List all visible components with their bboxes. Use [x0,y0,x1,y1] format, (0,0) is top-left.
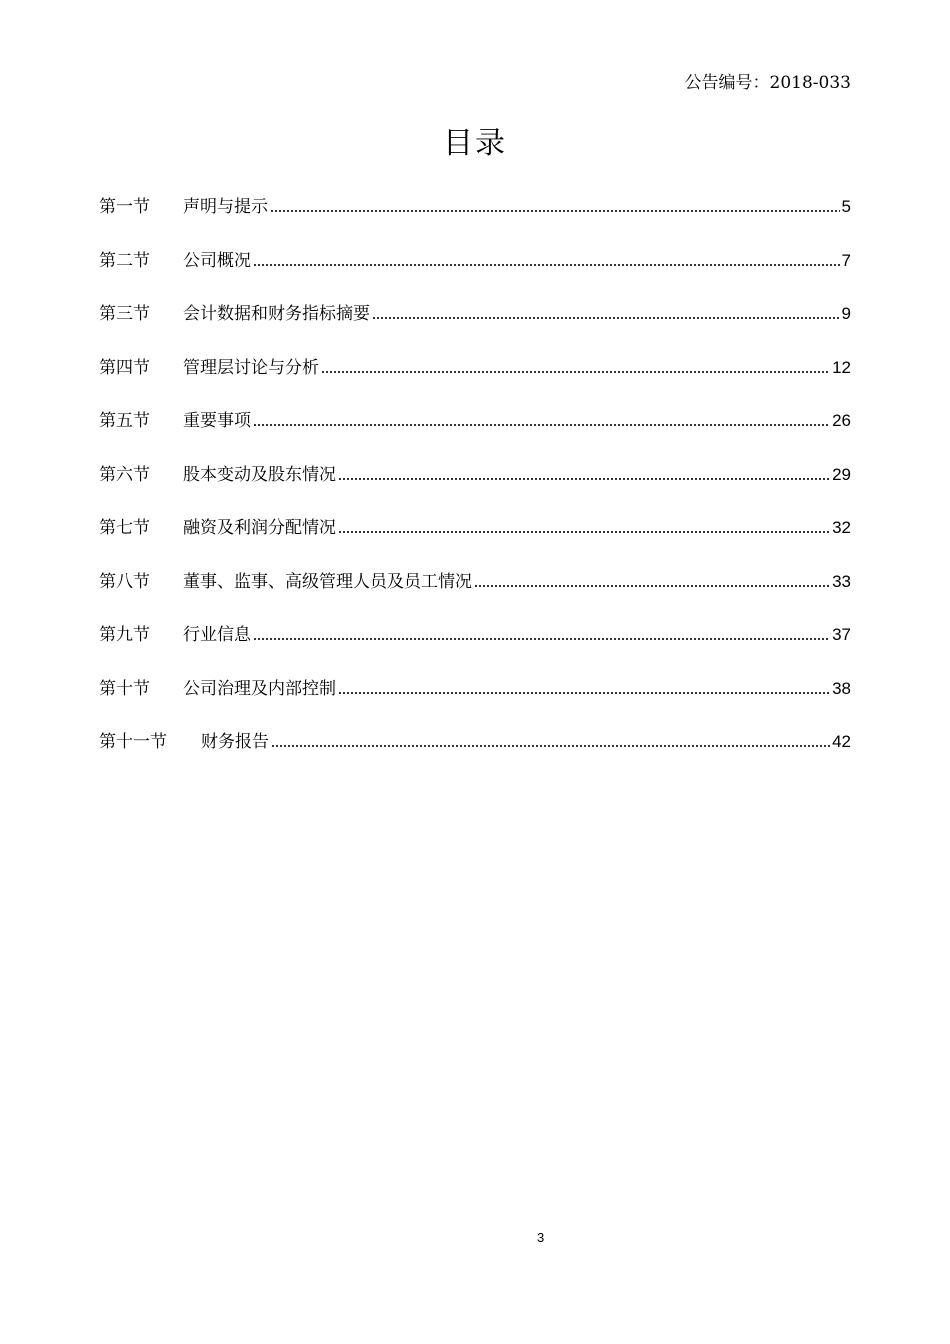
toc-section-number: 第五节 [99,411,150,431]
page-number: 3 [537,1230,545,1245]
toc-dot-leader [253,244,840,267]
toc-page-number: 38 [832,678,851,698]
toc-section-title: 行业信息 [183,625,251,645]
toc-entry-9[interactable] [99,618,851,672]
toc-section-title: 股本变动及股东情况 [183,464,336,485]
toc-entry-10[interactable] [99,672,851,726]
toc-page-number: 32 [832,518,851,537]
page-title: 目录 [443,126,507,161]
toc-section-title: 财务报告 [201,732,269,752]
toc-entry-5[interactable] [99,404,851,458]
toc-page-number: 37 [832,625,851,644]
toc-section-number: 第四节 [99,357,150,378]
toc-dot-leader [338,458,830,481]
toc-section-title: 公司治理及内部控制 [183,678,336,699]
toc-dot-leader [253,618,830,641]
toc-entry-11[interactable] [99,725,851,779]
toc-page-number: 29 [832,464,851,484]
toc-section-title: 管理层讨论与分析 [183,357,319,378]
toc-entry-7[interactable] [99,511,851,565]
toc-section-title: 融资及利润分配情况 [183,518,336,538]
toc-section-title: 会计数据和财务指标摘要 [183,304,370,324]
toc-dot-leader [321,351,830,374]
toc-section-title: 声明与提示 [183,197,268,217]
toc-section-number: 第七节 [99,518,150,538]
toc-dot-leader [253,404,830,427]
toc-section-number: 第三节 [99,304,150,324]
toc-page-number: 7 [841,250,851,270]
toc-section-number: 第九节 [99,625,150,645]
toc-entry-2[interactable] [99,244,851,298]
toc-dot-leader [474,565,830,588]
toc-section-number: 第十节 [99,678,150,699]
announcement-number: 公告编号：2018-033 [684,73,851,93]
toc-section-number: 第八节 [99,571,150,592]
toc-page-number: 5 [841,197,851,216]
toc-page-number: 12 [832,357,851,377]
toc-section-number: 第一节 [99,197,150,217]
toc-dot-leader [338,511,830,534]
toc-entry-4[interactable] [99,351,851,405]
toc-section-number: 第二节 [99,250,150,271]
toc-entry-6[interactable] [99,458,851,512]
table-of-contents [99,190,851,779]
toc-page-number: 26 [832,411,851,430]
toc-section-number: 第六节 [99,464,150,485]
toc-dot-leader [338,672,830,695]
toc-section-title: 董事、监事、高级管理人员及员工情况 [183,571,472,592]
toc-section-title: 公司概况 [183,250,251,271]
toc-entry-8[interactable] [99,565,851,619]
toc-dot-leader [372,297,840,320]
toc-page-number: 42 [832,732,851,751]
toc-section-title: 重要事项 [183,411,251,431]
toc-page-number: 9 [841,304,851,323]
toc-entry-3[interactable] [99,297,851,351]
toc-dot-leader [271,725,830,748]
toc-dot-leader [270,190,840,213]
toc-entry-1[interactable] [99,190,851,244]
toc-page-number: 33 [832,571,851,591]
toc-section-number: 第十一节 [99,732,167,752]
